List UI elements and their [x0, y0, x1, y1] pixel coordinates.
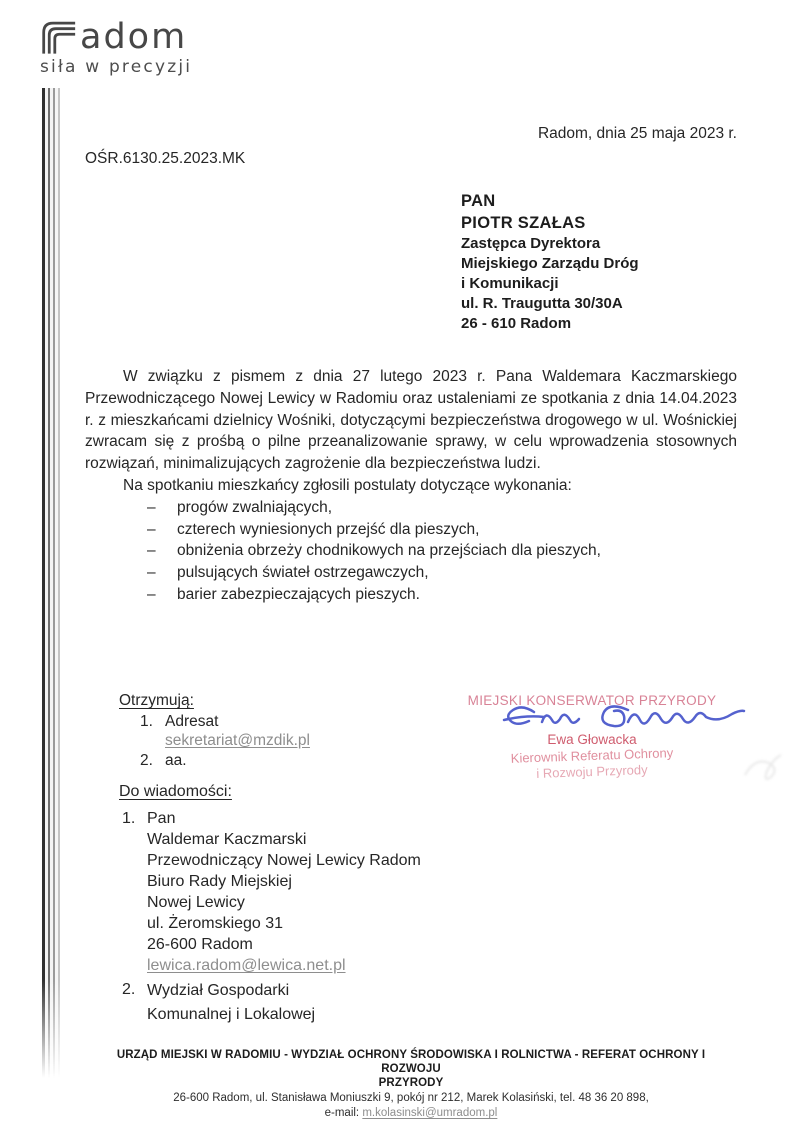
address-line: 26-600 Radom	[147, 936, 253, 953]
reference-number: OŚR.6130.25.2023.MK	[85, 150, 246, 167]
postulate-text: czterech wyniesionych przejść dla pieszych,	[177, 520, 480, 538]
address-line: Wydział Gospodarki	[147, 982, 290, 999]
dash-bullet: –	[147, 498, 156, 516]
address-line: Waldemar Kaczmarski	[147, 831, 307, 848]
otrzymuja-heading: Otrzymują:	[119, 692, 194, 709]
address-line: Nowej Lewicy	[147, 894, 245, 911]
footer-address-line: 26-600 Radom, ul. Stanisława Moniuszki 9, pokój nr 212, Marek Kolasiński, tel. 48 36 20 898,	[173, 1092, 649, 1104]
list-item	[85, 584, 737, 606]
footer-department-line-1: URZĄD MIEJSKI W RADOMIU - WYDZIAŁ OCHRONY ŚRODOWISKA I ROLNICTWA - REFERAT OCHRONY I ROZWOJU	[116, 1049, 706, 1075]
dash-bullet: –	[147, 585, 156, 603]
logo-row	[40, 18, 192, 56]
list-item	[119, 979, 421, 1027]
stamp-signer-name: Ewa Głowacka	[547, 732, 637, 747]
item-label: Adresat	[165, 713, 219, 730]
recipient-block	[461, 190, 639, 334]
postulate-list	[85, 497, 737, 606]
recipient-line: PAN	[461, 192, 496, 210]
list-item	[85, 497, 737, 519]
letter-date: Radom, dnia 25 maja 2023 r.	[537, 125, 737, 142]
footer-department-line-2: PRZYRODY	[378, 1077, 444, 1089]
radom-r-icon	[40, 18, 77, 56]
address-line: ul. Żeromskiego 31	[147, 915, 284, 932]
body-paragraph-2: Na spotkaniu mieszkańcy zgłosili postulaty dotyczące wykonania:	[123, 476, 572, 494]
address-line: Biuro Rady Miejskiej	[147, 873, 292, 890]
dash-bullet: –	[147, 564, 156, 582]
item-label: aa.	[165, 752, 187, 769]
letter-body	[85, 366, 737, 606]
postulate-text: obniżenia obrzeży chodnikowych na przejściach dla pieszych,	[177, 542, 601, 560]
footer	[86, 1048, 736, 1120]
address-line: Pan	[147, 810, 176, 827]
recipient-line: 26 - 610 Radom	[461, 315, 572, 332]
dash-bullet: –	[147, 542, 156, 560]
postulate-text: progów zwalniających,	[177, 498, 333, 516]
address-line: Przewodniczący Nowej Lewicy Radom	[147, 852, 421, 869]
list-item	[119, 712, 310, 750]
otrzymuja-section	[119, 691, 310, 770]
scan-artifact-stripes	[42, 88, 63, 1078]
list-item	[85, 519, 737, 541]
logo-wordmark: adom	[80, 17, 188, 57]
recipient-line: Miejskiego Zarządu Dróg	[461, 255, 639, 272]
recipient-line: Zastępca Dyrektora	[461, 235, 601, 252]
item-number: 2.	[140, 752, 153, 769]
footer-email-line	[86, 1106, 736, 1120]
recipient-line: i Komunikacji	[461, 275, 559, 292]
approval-stamp	[452, 693, 732, 779]
radom-logo	[40, 18, 192, 77]
list-item	[119, 751, 310, 770]
list-item	[85, 540, 737, 562]
stamp-role-line-1: Kierownik Referatu Ochrony	[510, 745, 674, 766]
email-prefix: e-mail:	[324, 1107, 363, 1119]
item-number: 1.	[140, 713, 153, 730]
scan-smudge-artifact	[735, 733, 791, 789]
list-item	[119, 808, 421, 976]
recipient-line: ul. R. Traugutta 30/30A	[461, 295, 623, 312]
list-item	[85, 562, 737, 584]
do-wiadomosci-heading: Do wiadomości:	[119, 783, 232, 800]
item-number: 2.	[122, 981, 136, 998]
logo-tagline: siła w precyzji	[40, 57, 193, 77]
recipient-line: PIOTR SZAŁAS	[461, 214, 586, 232]
stamp-role-line-2: i Rozwoju Przyrody	[536, 762, 648, 781]
postulate-text: pulsujących świateł ostrzegawczych,	[177, 564, 429, 582]
do-wiadomosci-section	[119, 781, 421, 1030]
footer-email-link[interactable]: m.kolasinski@umradom.pl	[362, 1107, 498, 1119]
dash-bullet: –	[147, 520, 156, 538]
stamp-title: MIEJSKI KONSERWATOR PRZYRODY	[467, 693, 717, 708]
lewica-email-link[interactable]: lewica.radom@lewica.net.pl	[147, 957, 346, 974]
item-number: 1.	[122, 810, 136, 827]
body-paragraph-1: W związku z pismem z dnia 27 lutego 2023 r. Pana Waldemara Kaczmarskiego Przewodniczącego Nowej Lewicy w Radomiu oraz ustaleniami ze spotkania z dnia 14.04.2023 r. z mieszkańcami dzielnicy Wośniki, dotyczącymi bezpieczeństwa drogowego w ul. Wośnickiej zwracam się z prośbą o pilne przeanalizowanie sprawy, w celu wprowadzenia stosownych rozwiązań, minimalizujących zagrożenie dla bezpieczeństwa ludzi.	[85, 368, 737, 473]
mzdik-email-link[interactable]: sekretariat@mzdik.pl	[165, 732, 310, 749]
address-line: Komunalnej i Lokalowej	[147, 1006, 316, 1023]
postulate-text: barier zabezpieczających pieszych.	[177, 585, 420, 603]
